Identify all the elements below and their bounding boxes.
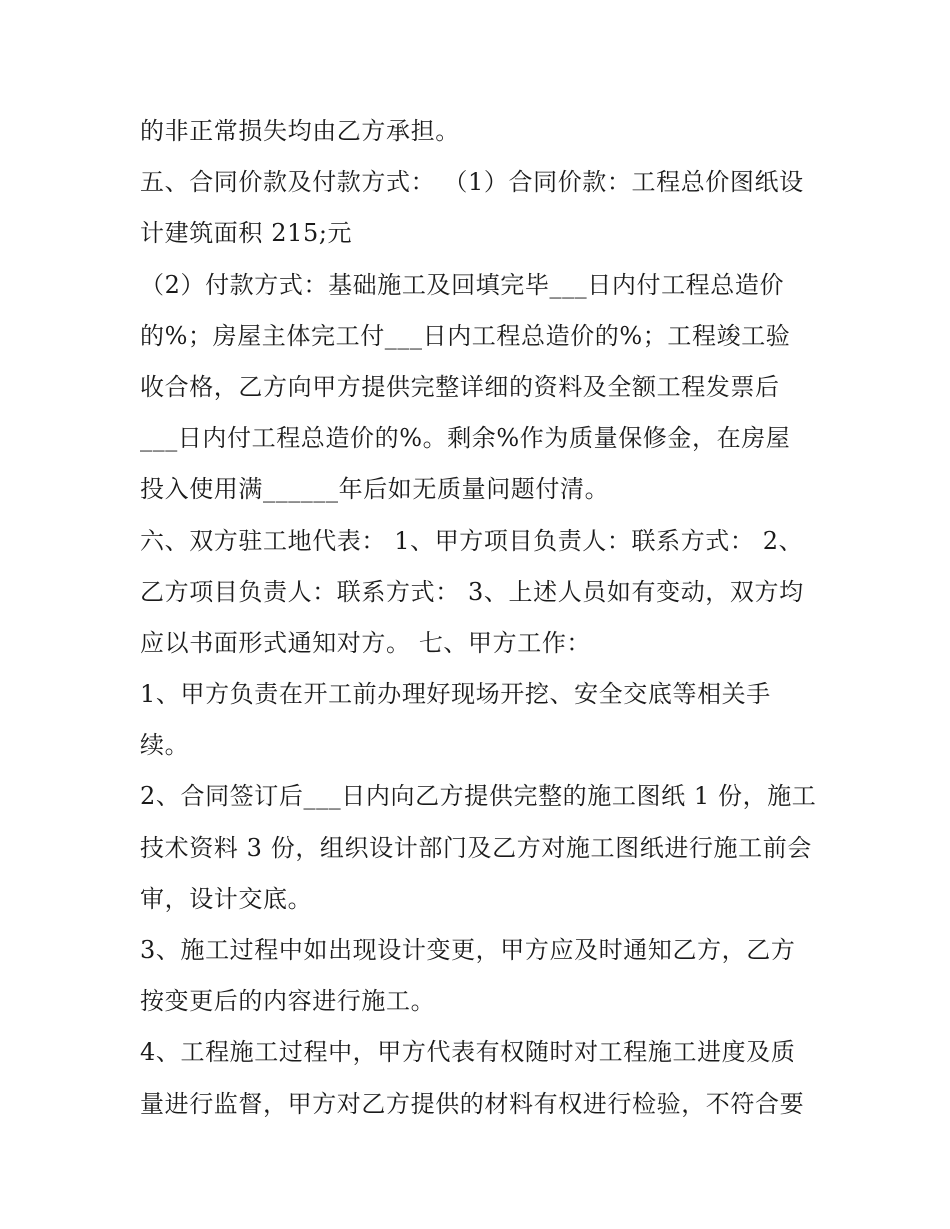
text-line: 4、工程施工过程中，甲方代表有权随时对工程施工进度及质 bbox=[140, 1038, 796, 1067]
text-line: 量进行监督，甲方对乙方提供的材料有权进行检验，不符合要 bbox=[140, 1089, 805, 1118]
text-line: 3、施工过程中如出现设计变更，甲方应及时通知乙方，乙方 bbox=[140, 936, 796, 964]
text-line: 2、合同签订后___日内向乙方提供完整的施工图纸 1 份，施工 bbox=[140, 782, 817, 811]
text-line: 投入使用满______年后如无质量问题付清。 bbox=[140, 475, 610, 504]
text-line: 续。 bbox=[140, 731, 190, 760]
text-line: 五、合同价款及付款方式： （1）合同价款：工程总价图纸设 bbox=[140, 168, 804, 197]
text-line: 1、甲方负责在开工前办理好现场开挖、安全交底等相关手 bbox=[140, 680, 771, 709]
text-line: 收合格，乙方向甲方提供完整详细的资料及全额工程发票后 bbox=[140, 372, 780, 401]
text-line: 计建筑面积 215;元 bbox=[140, 219, 353, 248]
contract-text bbox=[140, 106, 830, 1130]
text-line: 的非正常损失均由乙方承担。 bbox=[140, 117, 460, 145]
text-line: 应以书面形式通知对方。 七、甲方工作： bbox=[140, 628, 592, 657]
text-line: 技术资料 3 份，组织设计部门及乙方对施工图纸进行施工前会 bbox=[140, 833, 812, 862]
text-line: 按变更后的内容进行施工。 bbox=[140, 987, 436, 1016]
text-line: 的%；房屋主体完工付___日内工程总造价的%；工程竣工验 bbox=[140, 321, 791, 350]
text-line: 乙方项目负责人：联系方式： 3、上述人员如有变动，双方均 bbox=[140, 577, 804, 606]
text-line: ___日内付工程总造价的%。剩余%作为质量保修金，在房屋 bbox=[140, 424, 791, 453]
text-line: 六、双方驻工地代表： 1、甲方项目负责人：联系方式： 2、 bbox=[140, 526, 804, 555]
text-line: 审，设计交底。 bbox=[140, 884, 313, 913]
text-line: （2）付款方式：基础施工及回填完毕___日内付工程总造价 bbox=[140, 270, 785, 299]
